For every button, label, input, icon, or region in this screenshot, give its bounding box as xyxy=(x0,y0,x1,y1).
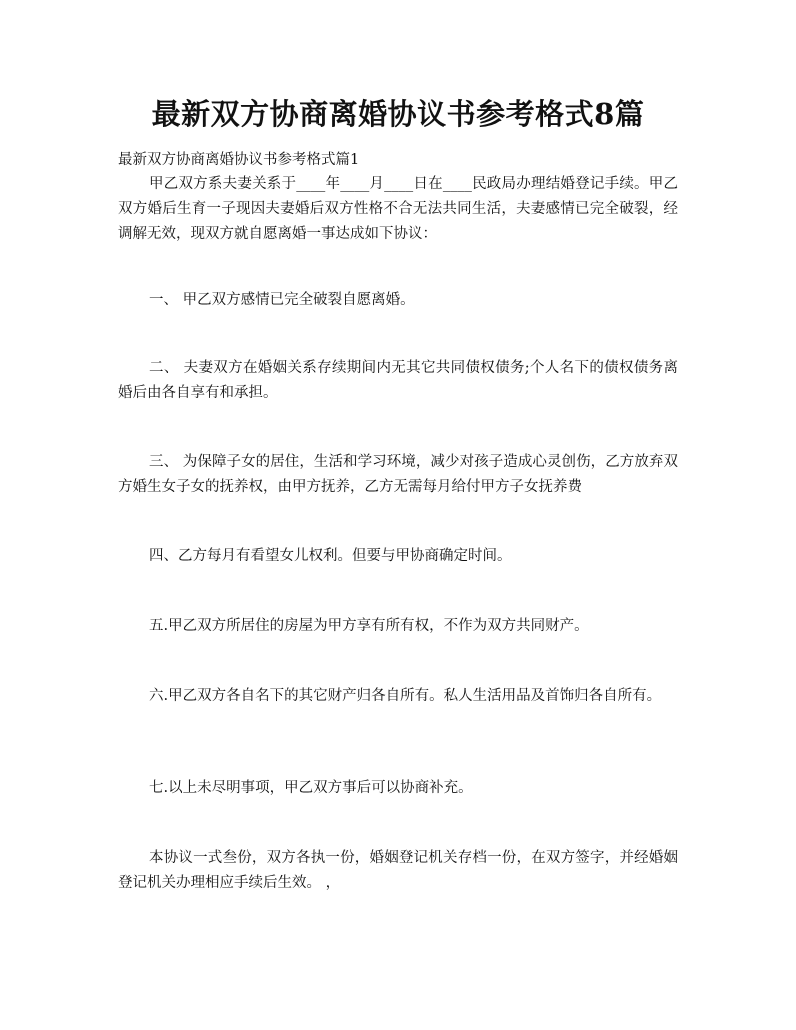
clause-4: 四、乙方每月有看望女儿权利。但要与甲协商确定时间。 xyxy=(149,548,512,564)
clause-6: 六.甲乙双方各自名下的其它财产归各自所有。私人生活用品及首饰归各自所有。 xyxy=(149,688,662,704)
clause-2: 二、 夫妻双方在婚姻关系存续期间内无其它共同债权债务;个人名下的债权债务离婚后由各自享有和承担。 xyxy=(118,360,678,401)
clause-5: 五.甲乙双方所居住的房屋为甲方享有所有权，不作为双方共同财产。 xyxy=(149,618,589,634)
closing-paragraph: 本协议一式叁份，双方各执一份，婚姻登记机关存档一份，在双方签字，并经婚姻登记机关办理相应手续后生效。 ， xyxy=(118,850,678,891)
clause-3: 三、 为保障子女的居住，生活和学习环境，减少对孩子造成心灵创伤，乙方放弃双方婚生女子女的抚养权，由甲方抚养，乙方无需每月给付甲方子女抚养费 xyxy=(118,454,678,495)
clause-7: 七.以上未尽明事项，甲乙双方事后可以协商补充。 xyxy=(149,780,473,796)
section-heading: 最新双方协商离婚协议书参考格式篇1 xyxy=(118,152,360,168)
clause-1: 一、 甲乙双方感情已完全破裂自愿离婚。 xyxy=(149,292,415,308)
intro-paragraph: 甲乙双方系夫妻关系于____年____月____日在____民政局办理结婚登记手续。甲乙双方婚后生育一子现因夫妻婚后双方性格不合无法共同生活，夫妻感情已完全破裂，经调解无效，现双方就自愿离婚一事达成如下协议： xyxy=(118,176,678,242)
document-title: 最新双方协商离婚协议书参考格式8篇 xyxy=(151,97,645,131)
